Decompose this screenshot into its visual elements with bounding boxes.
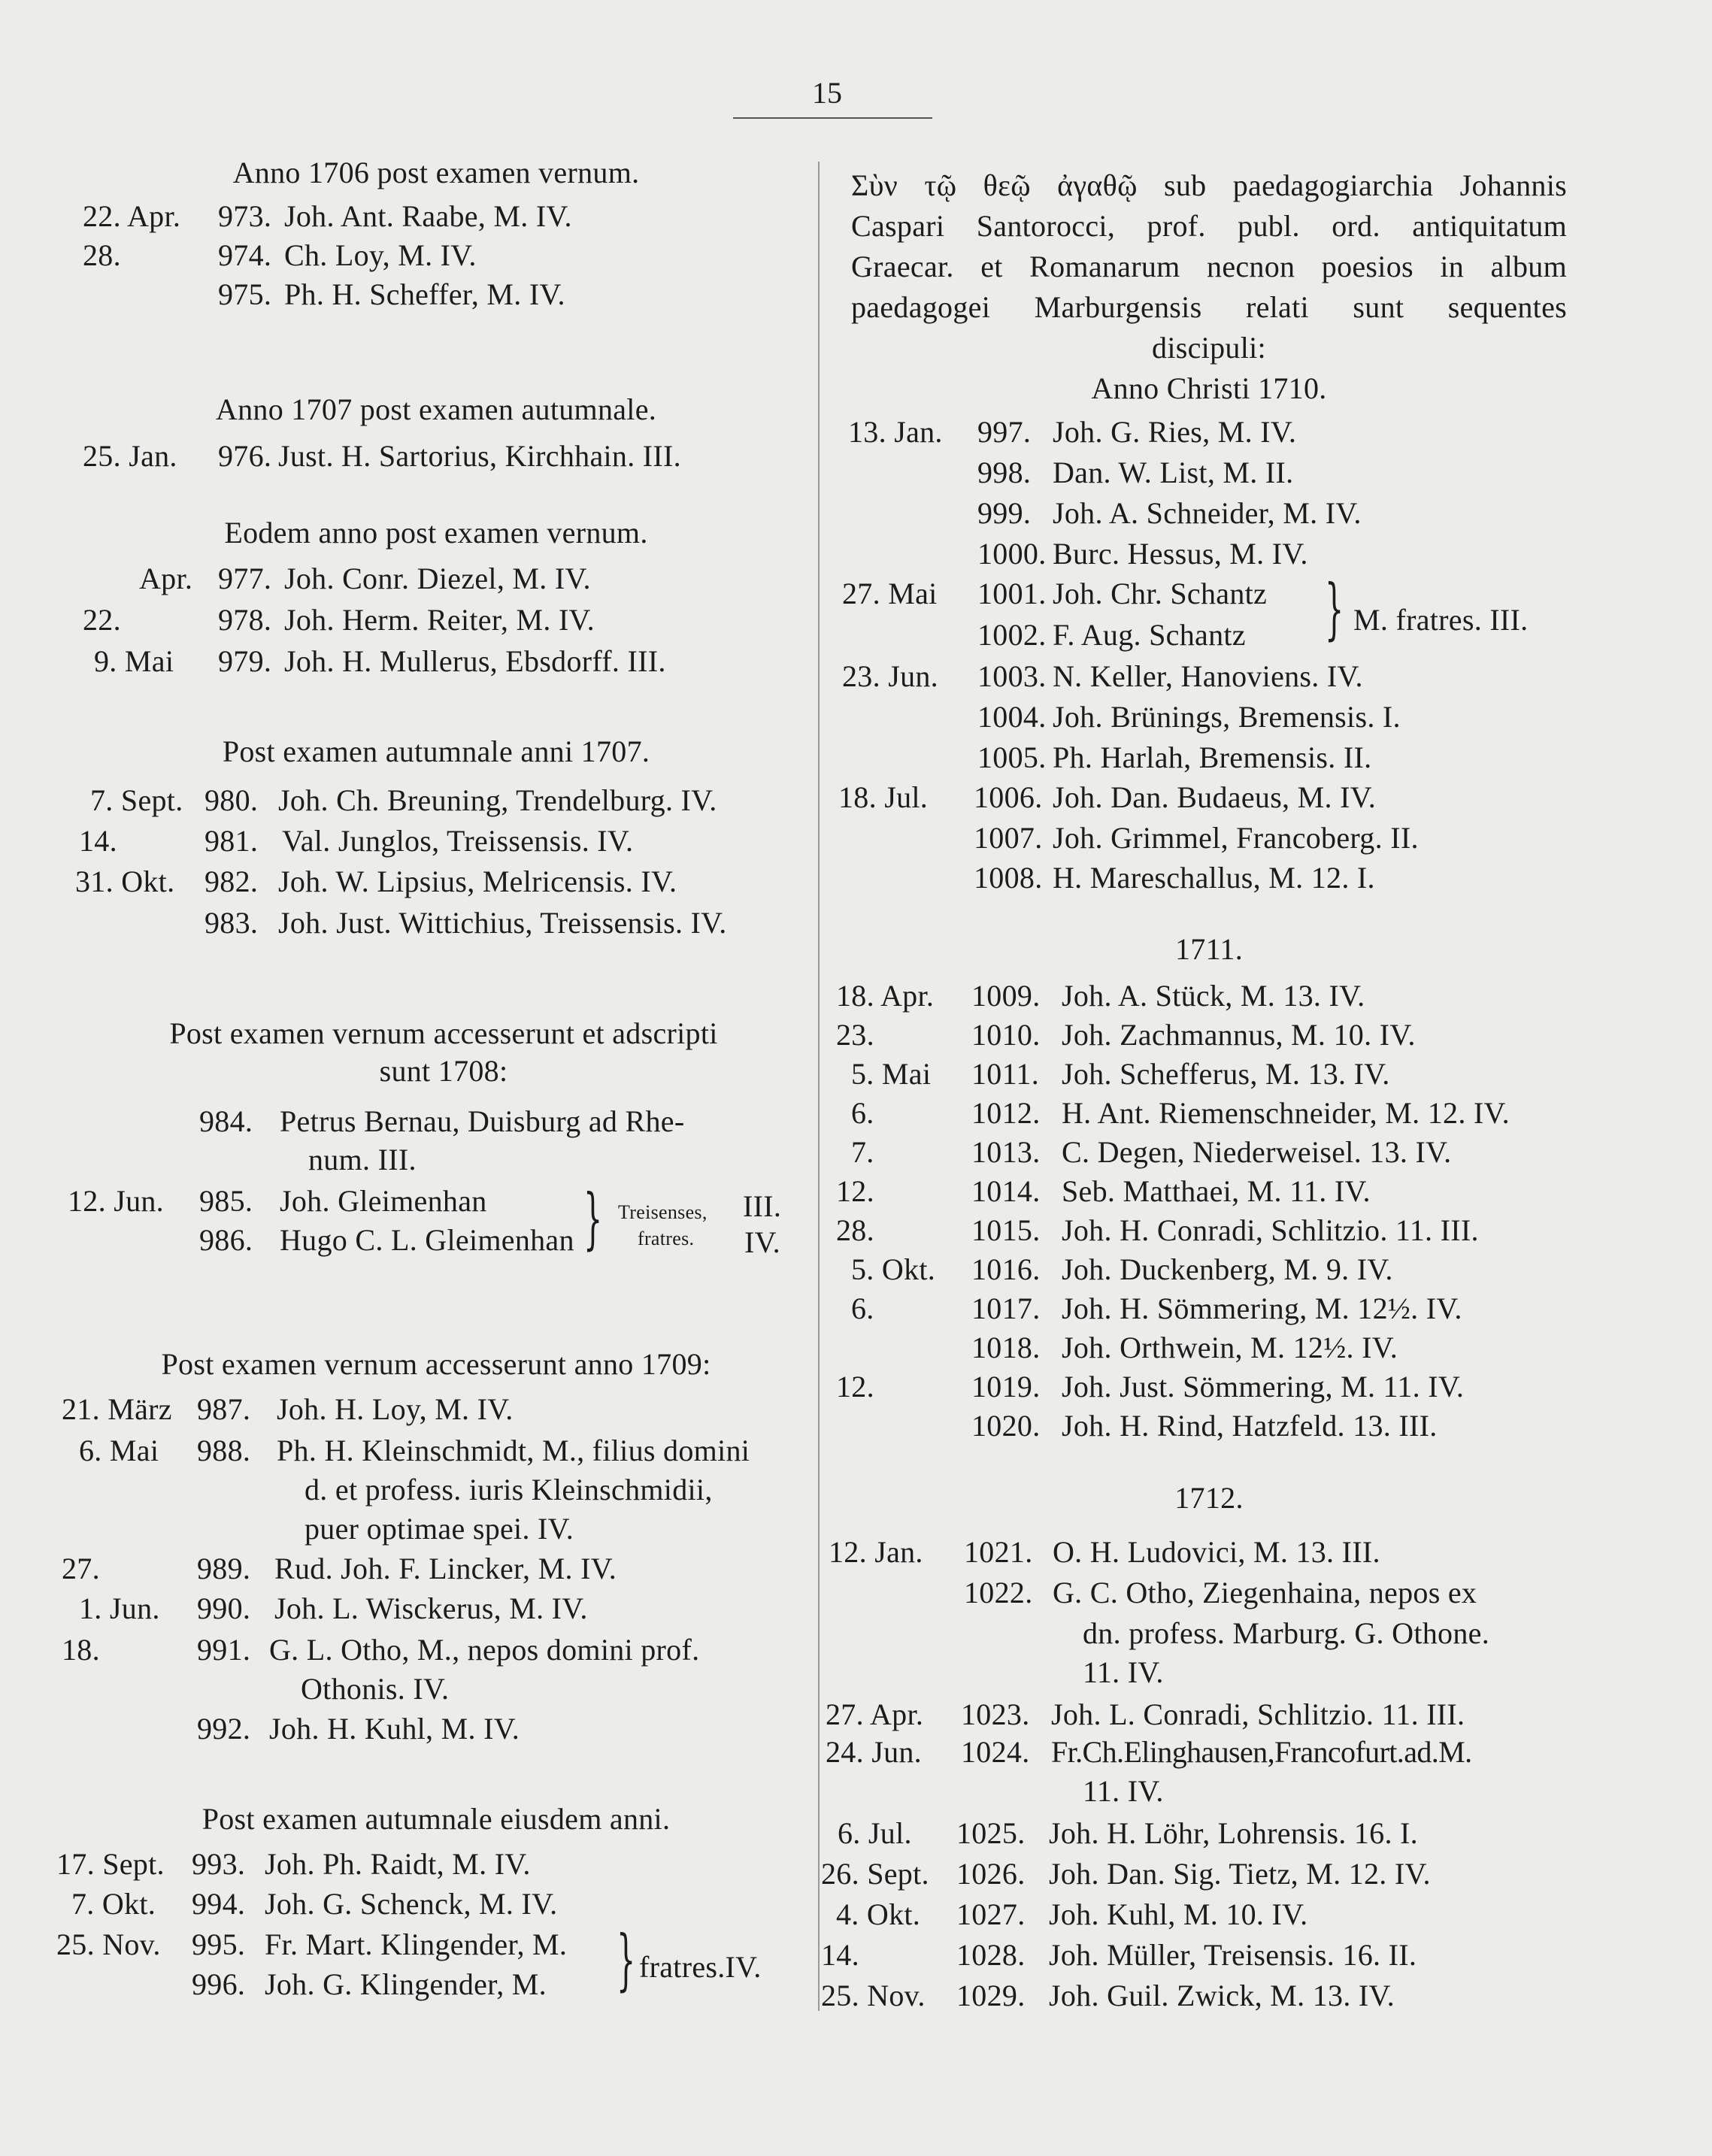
section-heading-cont: sunt 1708: [379,1054,508,1088]
entry-date: 23. [836,1018,874,1052]
entry-number: 1006. [974,780,1043,814]
entry-name: Joh. Kuhl, M. 10. IV. [1049,1897,1308,1931]
entry-name: Joh. Guil. Zwick, M. 13. IV. [1049,1979,1395,2012]
entry-date: 7. [851,1135,874,1169]
entry-date: 9. Mai [94,644,174,678]
entry-number: 1029. [956,1979,1026,2012]
entry-number: 975. [218,277,272,311]
entry-number: 1014. [971,1174,1041,1208]
entry-name: Joh. Grimmel, Francoberg. II. [1053,821,1419,855]
entry-name: Burc. Hessus, M. IV. [1053,537,1308,571]
entry-number: 998. [977,456,1032,489]
entry-number: 994. [192,1887,246,1921]
entry-date: 6. [851,1291,874,1325]
entry-name: Joh. H. Mullerus, Ebsdorff. III. [284,644,666,678]
entry-number: 984. [199,1104,253,1138]
entry-date: 22. Apr. [83,199,181,233]
intro-line: Σὺν τῷ θεῷ ἀγαθῷ sub paedagogiarchia Johannis [851,168,1567,202]
entry-name: Joh. H. Rind, Hatzfeld. 13. III. [1062,1409,1438,1443]
entry-number: 1015. [971,1213,1041,1247]
entry-date: 1. Jun. [79,1591,160,1625]
entry-number: 999. [977,496,1032,530]
entry-name: Seb. Matthaei, M. 11. IV. [1062,1174,1371,1208]
entry-date: 13. Jan. [848,415,943,449]
entry-number: 1022. [964,1576,1033,1609]
entry-name: Joh. Gleimenhan [280,1184,487,1218]
entry-name: Joh. Schefferus, M. 13. IV. [1062,1057,1390,1091]
entry-name: Joh. Ant. Raabe, M. IV. [284,199,572,233]
entry-number: 983. [205,906,259,940]
section-heading: Post examen autumnale eiusdem anni. [202,1802,671,1836]
entry-name: Joh. Dan. Budaeus, M. IV. [1053,780,1377,814]
entry-number: 991. [197,1633,251,1667]
entry-name: Joh. A. Schneider, M. IV. [1053,496,1362,530]
entry-name: Joh. Dan. Sig. Tietz, M. 12. IV. [1049,1857,1431,1891]
entry-number: 1008. [974,861,1043,895]
entry-name: Joh. G. Ries, M. IV. [1053,415,1297,449]
entry-date: 22. [83,603,121,637]
entry-number: 1010. [971,1018,1041,1052]
entry-name: H. Mareschallus, M. 12. I. [1053,861,1375,895]
entry-name: Ph. Harlah, Bremensis. II. [1053,740,1372,774]
column-divider [818,162,820,2011]
entry-name: Joh. Zachmannus, M. 10. IV. [1062,1018,1416,1052]
entry-name: Joh. L. Conradi, Schlitzio. 11. III. [1051,1697,1465,1731]
entry-name: Petrus Bernau, Duisburg ad Rhe- [280,1104,685,1138]
entry-number: 982. [205,865,259,898]
entry-name: Fr.Ch.Elinghausen,Francofurt.ad.M. [1051,1735,1472,1769]
entry-name: Joh. Orthwein, M. 12½. IV. [1062,1331,1398,1364]
entry-number: 1020. [971,1409,1041,1443]
entry-number: 1000. [977,537,1047,571]
entry-number: 986. [199,1223,253,1257]
entry-date: 18. Apr. [836,979,935,1013]
entry-name: Joh. L. Wisckerus, M. IV. [274,1591,588,1625]
entry-date: 26. Sept. [821,1857,929,1891]
group-label: fratres.IV. [639,1950,762,1984]
entry-number: 1007. [974,821,1043,855]
entry-number: 985. [199,1184,253,1218]
entry-name: G. L. Otho, M., nepos domini prof. [269,1633,700,1667]
entry-name-cont: dn. profess. Marburg. G. Othone. [1083,1616,1490,1650]
entry-date: 18. [62,1633,100,1667]
bracket-icon: } [617,1921,636,1998]
entry-number: 974. [218,238,272,272]
entry-name-cont: 11. IV. [1083,1774,1164,1808]
section-heading: Post examen vernum accesserunt et adscripti [169,1016,718,1050]
entry-name: Joh. Chr. Schantz [1053,577,1268,610]
intro-line: paedagogei Marburgensis relati sunt sequentes [851,290,1567,324]
entry-number: 978. [218,603,272,637]
group-label: M. fratres. III. [1353,603,1529,637]
entry-number: 1004. [977,700,1047,734]
entry-name: Ph. H. Kleinschmidt, M., filius domini [277,1434,750,1467]
entry-name: Fr. Mart. Klingender, M. [265,1927,568,1961]
entry-number: 1005. [977,740,1047,774]
entry-name-cont: d. et profess. iuris Kleinschmidii, [305,1473,713,1506]
entry-number: 976. [218,439,272,473]
entry-date: Apr. [139,562,193,595]
entry-name: Joh. Müller, Treisensis. 16. II. [1049,1938,1417,1972]
entry-name: Joh. Just. Sömmering, M. 11. IV. [1062,1370,1465,1404]
section-heading: 1712. [1174,1481,1244,1515]
entry-name: G. C. Otho, Ziegenhaina, nepos ex [1053,1576,1477,1609]
group-label: fratres. [638,1228,695,1249]
entry-name: Joh. Duckenberg, M. 9. IV. [1062,1252,1393,1286]
entry-date: 5. Okt. [851,1252,936,1286]
entry-date: 21. März [62,1392,172,1426]
entry-number: 988. [197,1434,251,1467]
entry-name: Joh. G. Klingender, M. [265,1967,547,2001]
entry-number: 997. [977,415,1032,449]
entry-name-cont: Othonis. IV. [301,1672,450,1706]
entry-name: Dan. W. List, M. II. [1053,456,1294,489]
entry-number: 981. [205,824,259,858]
entry-name: F. Aug. Schantz [1053,618,1246,652]
entry-date: 27. Apr. [826,1697,924,1731]
entry-name: Joh. Ph. Raidt, M. IV. [265,1847,531,1881]
entry-number: 1019. [971,1370,1041,1404]
entry-name: N. Keller, Hanoviens. IV. [1053,659,1363,693]
intro-line: Caspari Santorocci, prof. publ. ord. antiquitatum [851,209,1567,243]
entry-name: Val. Junglos, Treissensis. IV. [282,824,634,858]
entry-number: 1023. [961,1697,1030,1731]
bracket-icon: } [1325,570,1344,647]
section-heading: Anno Christi 1710. [1091,371,1327,405]
entry-name: H. Ant. Riemenschneider, M. 12. IV. [1062,1096,1510,1130]
section-heading: Eodem anno post examen vernum. [224,516,648,550]
entry-date: 17. Sept. [56,1847,165,1881]
entry-date: 18. Jul. [838,780,929,814]
entry-date: 6. Mai [79,1434,159,1467]
entry-number: 1016. [971,1252,1041,1286]
entry-name: Joh. W. Lipsius, Melricensis. IV. [278,865,677,898]
entry-number: 996. [192,1967,246,2001]
entry-number: 1001. [977,577,1047,610]
entry-date: 14. [79,824,117,858]
entry-date: 6. Jul. [838,1816,912,1850]
group-class: IV. [744,1225,780,1259]
entry-date: 14. [821,1938,859,1972]
entry-date: 24. Jun. [826,1735,922,1769]
entry-date: 25. Nov. [821,1979,926,2012]
entry-date: 4. Okt. [836,1897,921,1931]
entry-number: 1003. [977,659,1047,693]
entry-number: 979. [218,644,272,678]
entry-number: 1021. [964,1535,1033,1569]
entry-name: O. H. Ludovici, M. 13. III. [1053,1535,1380,1569]
entry-name: Just. H. Sartorius, Kirchhain. III. [278,439,681,473]
entry-name-cont: puer optimae spei. IV. [305,1512,574,1546]
entry-number: 1027. [956,1897,1026,1931]
entry-name: Joh. H. Loy, M. IV. [277,1392,514,1426]
entry-date: 25. Nov. [56,1927,161,1961]
entry-number: 989. [197,1552,251,1585]
section-heading: 1711. [1174,932,1243,966]
entry-date: 31. Okt. [75,865,175,898]
entry-number: 1017. [971,1291,1041,1325]
intro-line: Graecar. et Romanarum necnon poesios in album [851,250,1567,283]
entry-number: 1024. [961,1735,1030,1769]
section-heading: Anno 1706 post examen vernum. [232,156,640,189]
entry-date: 28. [836,1213,874,1247]
entry-date: 12. Jan. [829,1535,923,1569]
entry-name: Ch. Loy, M. IV. [284,238,477,272]
entry-number: 992. [197,1712,251,1746]
group-class: III. [743,1189,782,1223]
entry-number: 1012. [971,1096,1041,1130]
entry-date: 7. Okt. [71,1887,156,1921]
entry-date: 27. Mai [842,577,938,610]
entry-number: 980. [205,783,259,817]
entry-name: Hugo C. L. Gleimenhan [280,1223,574,1257]
section-heading: Post examen vernum accesserunt anno 1709: [161,1347,711,1381]
section-heading: Anno 1707 post examen autumnale. [215,392,657,426]
entry-number: 995. [192,1927,246,1961]
entry-name: Joh. H. Sömmering, M. 12½. IV. [1062,1291,1462,1325]
bracket-icon: } [583,1179,603,1257]
entry-number: 1025. [956,1816,1026,1850]
entry-date: 5. Mai [851,1057,932,1091]
entry-name: Ph. H. Scheffer, M. IV. [284,277,565,311]
entry-name: Joh. H. Kuhl, M. IV. [269,1712,520,1746]
entry-date: 28. [83,238,121,272]
intro-line: discipuli: [1152,331,1266,365]
entry-name: Joh. Brünings, Bremensis. I. [1053,700,1401,734]
entry-name: Joh. Just. Wittichius, Treissensis. IV. [278,906,727,940]
entry-name: Joh. A. Stück, M. 13. IV. [1062,979,1365,1013]
entry-number: 977. [218,562,272,595]
entry-name: Joh. Conr. Diezel, M. IV. [284,562,591,595]
entry-name: Joh. H. Conradi, Schlitzio. 11. III. [1062,1213,1479,1247]
entry-number: 1011. [971,1057,1040,1091]
page-number: 15 [812,76,842,110]
page-number-rule [733,117,932,119]
entry-number: 1028. [956,1938,1026,1972]
entry-name-cont: 11. IV. [1083,1655,1164,1689]
entry-date: 27. [62,1552,100,1585]
entry-number: 1018. [971,1331,1041,1364]
entry-number: 1026. [956,1857,1026,1891]
section-heading: Post examen autumnale anni 1707. [222,734,650,768]
entry-number: 1013. [971,1135,1041,1169]
entry-name: Rud. Joh. F. Lincker, M. IV. [274,1552,617,1585]
entry-date: 12. [836,1370,874,1404]
entry-name-cont: num. III. [308,1143,417,1176]
entry-name: C. Degen, Niederweisel. 13. IV. [1062,1135,1452,1169]
entry-date: 23. Jun. [842,659,938,693]
entry-number: 990. [197,1591,251,1625]
entry-number: 987. [197,1392,251,1426]
entry-name: Joh. Ch. Breuning, Trendelburg. IV. [278,783,717,817]
entry-number: 1002. [977,618,1047,652]
entry-date: 25. Jan. [83,439,177,473]
entry-name: Joh. H. Löhr, Lohrensis. 16. I. [1049,1816,1418,1850]
entry-date: 12. Jun. [68,1184,164,1218]
entry-number: 1009. [971,979,1041,1013]
entry-number: 973. [218,199,272,233]
entry-name: Joh. G. Schenck, M. IV. [265,1887,558,1921]
entry-number: 993. [192,1847,246,1881]
entry-date: 7. Sept. [90,783,183,817]
entry-name: Joh. Herm. Reiter, M. IV. [284,603,595,637]
entry-date: 6. [851,1096,874,1130]
entry-date: 12. [836,1174,874,1208]
group-label: Treisenses, [618,1201,708,1223]
